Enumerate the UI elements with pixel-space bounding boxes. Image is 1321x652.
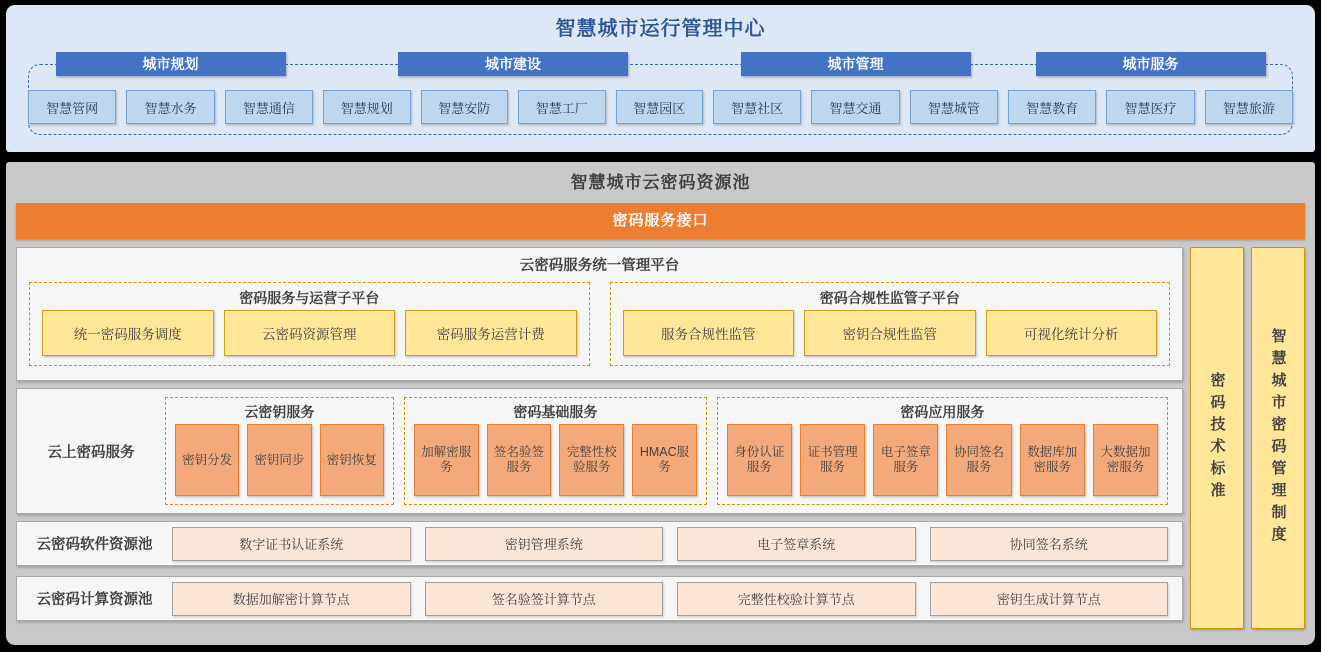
cluster-header-city-planning: 城市规划 bbox=[56, 52, 286, 76]
city-operation-title: 智慧城市运行管理中心 bbox=[555, 18, 766, 40]
compute-node-box: 数据加解密计算节点 bbox=[172, 582, 411, 616]
cloud-crypto-services-label: 云上密码服务 bbox=[47, 444, 135, 461]
city-app-box: 智慧管网 bbox=[28, 90, 116, 124]
crypto-service-interface-bar: 密码服务接口 bbox=[16, 203, 1305, 239]
unified-management-platform bbox=[16, 247, 1183, 381]
crypto-service-box: 密钥分发 bbox=[175, 424, 239, 496]
city-app-box: 智慧旅游 bbox=[1205, 90, 1293, 124]
crypto-service-box: HMAC服务 bbox=[632, 424, 697, 496]
crypto-software-pool-row bbox=[16, 521, 1183, 566]
unified-management-platform-title: 云密码服务统一管理平台 bbox=[519, 258, 680, 274]
subplatform-title: 密码合规性监管子平台 bbox=[819, 290, 960, 306]
city-app-box: 智慧水务 bbox=[126, 90, 214, 124]
city-app-box: 智慧社区 bbox=[713, 90, 801, 124]
cluster-city-management bbox=[713, 52, 998, 124]
crypto-compute-pool-row bbox=[16, 576, 1183, 621]
cluster-city-services bbox=[1008, 52, 1293, 124]
cluster-city-construction bbox=[323, 52, 703, 124]
compute-node-box: 完整性校验计算节点 bbox=[677, 582, 916, 616]
subplatform-service-operation bbox=[29, 282, 590, 366]
city-app-box: 智慧工厂 bbox=[518, 90, 606, 124]
crypto-technical-standards-bar bbox=[1190, 247, 1244, 629]
subplatform-compliance-supervision bbox=[610, 282, 1171, 366]
city-app-box: 智慧安防 bbox=[421, 90, 509, 124]
service-group-title: 云密钥服务 bbox=[244, 404, 315, 420]
city-app-box: 智慧通信 bbox=[225, 90, 313, 124]
platform-function-box: 云密码资源管理 bbox=[224, 310, 396, 356]
crypto-service-box: 密钥恢复 bbox=[320, 424, 384, 496]
crypto-service-box: 电子签章服务 bbox=[873, 424, 938, 496]
city-app-box: 智慧规划 bbox=[323, 90, 411, 124]
group-cloud-key-services bbox=[165, 397, 394, 505]
compute-node-box: 签名验签计算节点 bbox=[425, 582, 664, 616]
crypto-service-box: 证书管理服务 bbox=[800, 424, 865, 496]
service-group-title: 密码应用服务 bbox=[900, 404, 985, 420]
crypto-service-box: 密钥同步 bbox=[247, 424, 311, 496]
group-crypto-basic-services bbox=[404, 397, 707, 505]
crypto-service-box: 签名验签服务 bbox=[487, 424, 552, 496]
platform-function-box: 可视化统计分析 bbox=[986, 310, 1158, 356]
city-domains-area bbox=[28, 52, 1293, 135]
city-app-box: 智慧交通 bbox=[811, 90, 899, 124]
crypto-service-box: 加解密服务 bbox=[414, 424, 479, 496]
cloud-crypto-services-row bbox=[16, 388, 1183, 514]
platform-function-box: 统一密码服务调度 bbox=[42, 310, 214, 356]
group-crypto-application-services bbox=[717, 397, 1168, 505]
platform-function-box: 服务合规性监管 bbox=[623, 310, 795, 356]
crypto-service-box: 完整性校验服务 bbox=[559, 424, 624, 496]
cluster-header-city-services: 城市服务 bbox=[1036, 52, 1266, 76]
platform-function-box: 密码服务运营计费 bbox=[405, 310, 577, 356]
city-operation-panel bbox=[6, 5, 1315, 152]
crypto-compute-pool-label: 云密码计算资源池 bbox=[36, 592, 153, 608]
cluster-header-city-construction: 城市建设 bbox=[398, 52, 628, 76]
city-app-box: 智慧教育 bbox=[1008, 90, 1096, 124]
cluster-city-planning bbox=[28, 52, 313, 124]
crypto-technical-standards-label: 密码技术标准 bbox=[1208, 372, 1226, 504]
crypto-service-box: 大数据加密服务 bbox=[1093, 424, 1158, 496]
crypto-software-pool-label: 云密码软件资源池 bbox=[36, 537, 153, 553]
city-app-box: 智慧医疗 bbox=[1106, 90, 1194, 124]
city-app-box: 智慧园区 bbox=[616, 90, 704, 124]
panel-divider bbox=[6, 152, 1315, 162]
crypto-service-box: 协同签名服务 bbox=[946, 424, 1011, 496]
subplatform-title: 密码服务与运营子平台 bbox=[239, 290, 380, 306]
cluster-header-city-management: 城市管理 bbox=[741, 52, 971, 76]
platform-function-box: 密钥合规性监管 bbox=[804, 310, 976, 356]
service-group-title: 密码基础服务 bbox=[513, 404, 598, 420]
software-system-box: 数字证书认证系统 bbox=[172, 527, 411, 561]
software-system-box: 电子签章系统 bbox=[677, 527, 916, 561]
software-system-box: 协同签名系统 bbox=[930, 527, 1169, 561]
crypto-pool-panel bbox=[6, 162, 1315, 645]
compute-node-box: 密钥生成计算节点 bbox=[930, 582, 1169, 616]
software-system-box: 密钥管理系统 bbox=[425, 527, 664, 561]
crypto-pool-title: 智慧城市云密码资源池 bbox=[570, 173, 751, 192]
city-app-box: 智慧城管 bbox=[910, 90, 998, 124]
crypto-management-system-bar bbox=[1251, 247, 1305, 629]
crypto-management-system-label: 智慧城市密码管理制度 bbox=[1269, 328, 1287, 548]
crypto-service-box: 数据库加密服务 bbox=[1020, 424, 1085, 496]
crypto-service-box: 身份认证服务 bbox=[727, 424, 792, 496]
